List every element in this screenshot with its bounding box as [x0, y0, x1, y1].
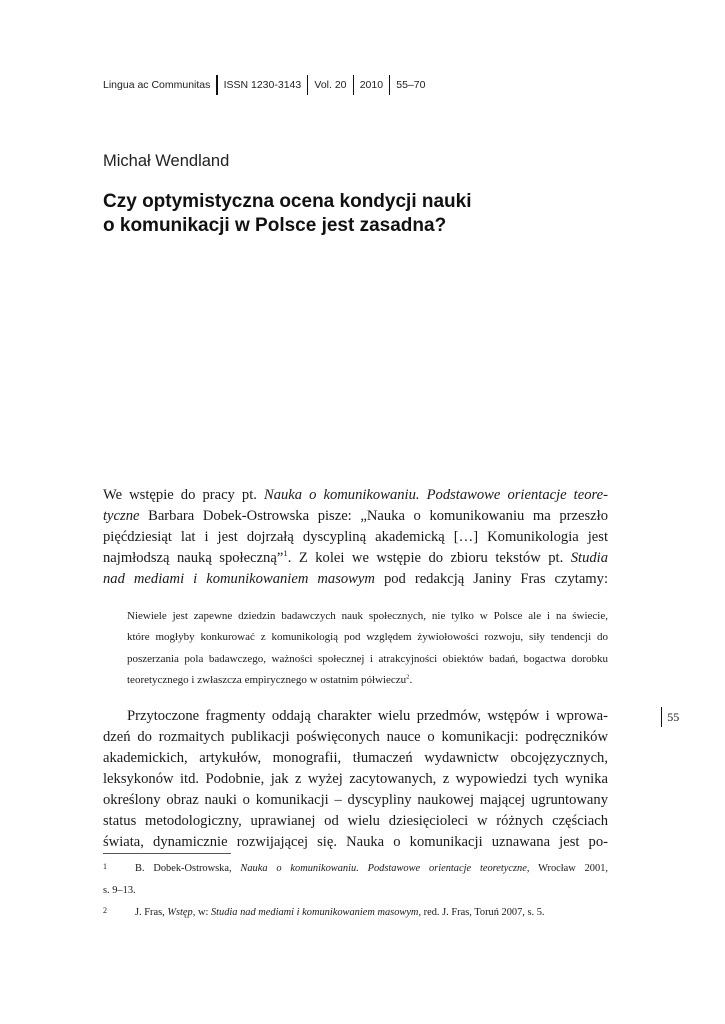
quote-line: teoretycznego i zwłaszcza empirycznego w ostatnim półwieczu$^2$.	[127, 673, 413, 686]
header-divider	[307, 75, 308, 95]
page-number-bar	[661, 707, 662, 727]
article-title	[103, 190, 523, 238]
header-divider	[216, 75, 217, 95]
footnote-line: 1 B. Dobek-Ostrowska, Nauka o komunikowaniu. Podstawowe orientacje teoretyczne, Wrocław 2001,	[103, 858, 608, 880]
header-divider	[389, 75, 390, 95]
quote-line: poszerzania pola badawczego, ważności społecznej i atrakcyjności obiektów badań, bogactwa dorobku	[127, 652, 608, 665]
footnote-number: 1	[103, 862, 107, 871]
quote-line: które mogłyby konkurować z komunikologią pod względem żywiołowości rozwoju, siły tendencji do	[127, 631, 608, 644]
author-name: Michał Wendland	[103, 152, 230, 170]
journal-header	[103, 75, 425, 95]
title-line: o komunikacji w Polsce jest zasadna?	[103, 215, 447, 236]
text-line: świata, dynamicznie rozwijającej się. Nauka o komunikacji uznawana jest po-	[103, 834, 608, 850]
journal-issn: ISSN 1230-3143	[223, 79, 302, 91]
body-paragraph	[103, 706, 608, 853]
page-number	[661, 707, 679, 727]
page-range: 55–70	[396, 79, 426, 91]
footnote-divider	[103, 853, 231, 854]
journal-year: 2010	[359, 79, 384, 91]
text-line: Przytoczone fragmenty oddają charakter wielu przedmów, wstępów i wprowa-	[127, 708, 608, 724]
quote-line: Niewiele jest zapewne dziedzin badawczych nauk społecznych, nie tylko w Polsce ale i na świecie,	[127, 610, 608, 622]
text-line: najmłodszą nauką społeczną”$^1$. Z kolei we wstępie do zbioru tekstów pt. Studia	[103, 548, 609, 566]
text-line: status metodologiczny, uprawianej od wielu dziesięcioleci w różnych częściach	[103, 813, 608, 829]
text-line: nad mediami i komunikowaniem masowym pod redakcją Janiny Fras czytamy:	[103, 571, 608, 587]
footnote-ref[interactable]: 1	[283, 548, 288, 559]
footnote-ref[interactable]: 2	[406, 673, 410, 681]
footnotes	[103, 858, 608, 924]
title-line: Czy optymistyczna ocena kondycji nauki	[103, 191, 472, 212]
text-line: tyczne Barbara Dobek-Ostrowska pisze: „Nauka o komunikowaniu ma przeszło	[103, 508, 608, 524]
text-line: pięćdziesiąt lat i jest dojrzałą dyscypliną akademicką […] Komunikologia jest	[103, 529, 608, 545]
text-line: leksykonów itd. Podobnie, jak z wyżej zacytowanych, z wypowiedzi tych wynika	[103, 771, 608, 787]
footnote-line: s. 9–13.	[103, 885, 136, 896]
intro-paragraph	[103, 485, 608, 590]
footnote-line: 2 J. Fras, Wstęp, w: Studia nad mediami i komunikowaniem masowym, red. J. Fras, Toruń 2007, s. 5.	[103, 902, 608, 924]
footnote-item	[103, 858, 608, 902]
text-line: dzeń do rozmaitych publikacji poświęconych nauce o komunikacji: podręczników	[103, 729, 608, 745]
footnote-number: 2	[103, 906, 107, 915]
header-divider	[353, 75, 354, 95]
text-line: określony obraz nauki o komunikacji – dyscypliny naukowej mającej ugruntowany	[103, 792, 608, 808]
journal-name: Lingua ac Communitas	[103, 79, 211, 91]
block-quote	[127, 606, 608, 691]
page-number-text: 55	[667, 709, 680, 724]
footnote-item	[103, 902, 608, 924]
text-line: akademickich, artykułów, monografii, tłumaczeń wydawnictw obcojęzycznych,	[103, 750, 608, 766]
journal-volume: Vol. 20	[314, 79, 347, 91]
text-line: We wstępie do pracy pt. Nauka o komunikowaniu. Podstawowe orientacje teore-	[103, 487, 608, 503]
